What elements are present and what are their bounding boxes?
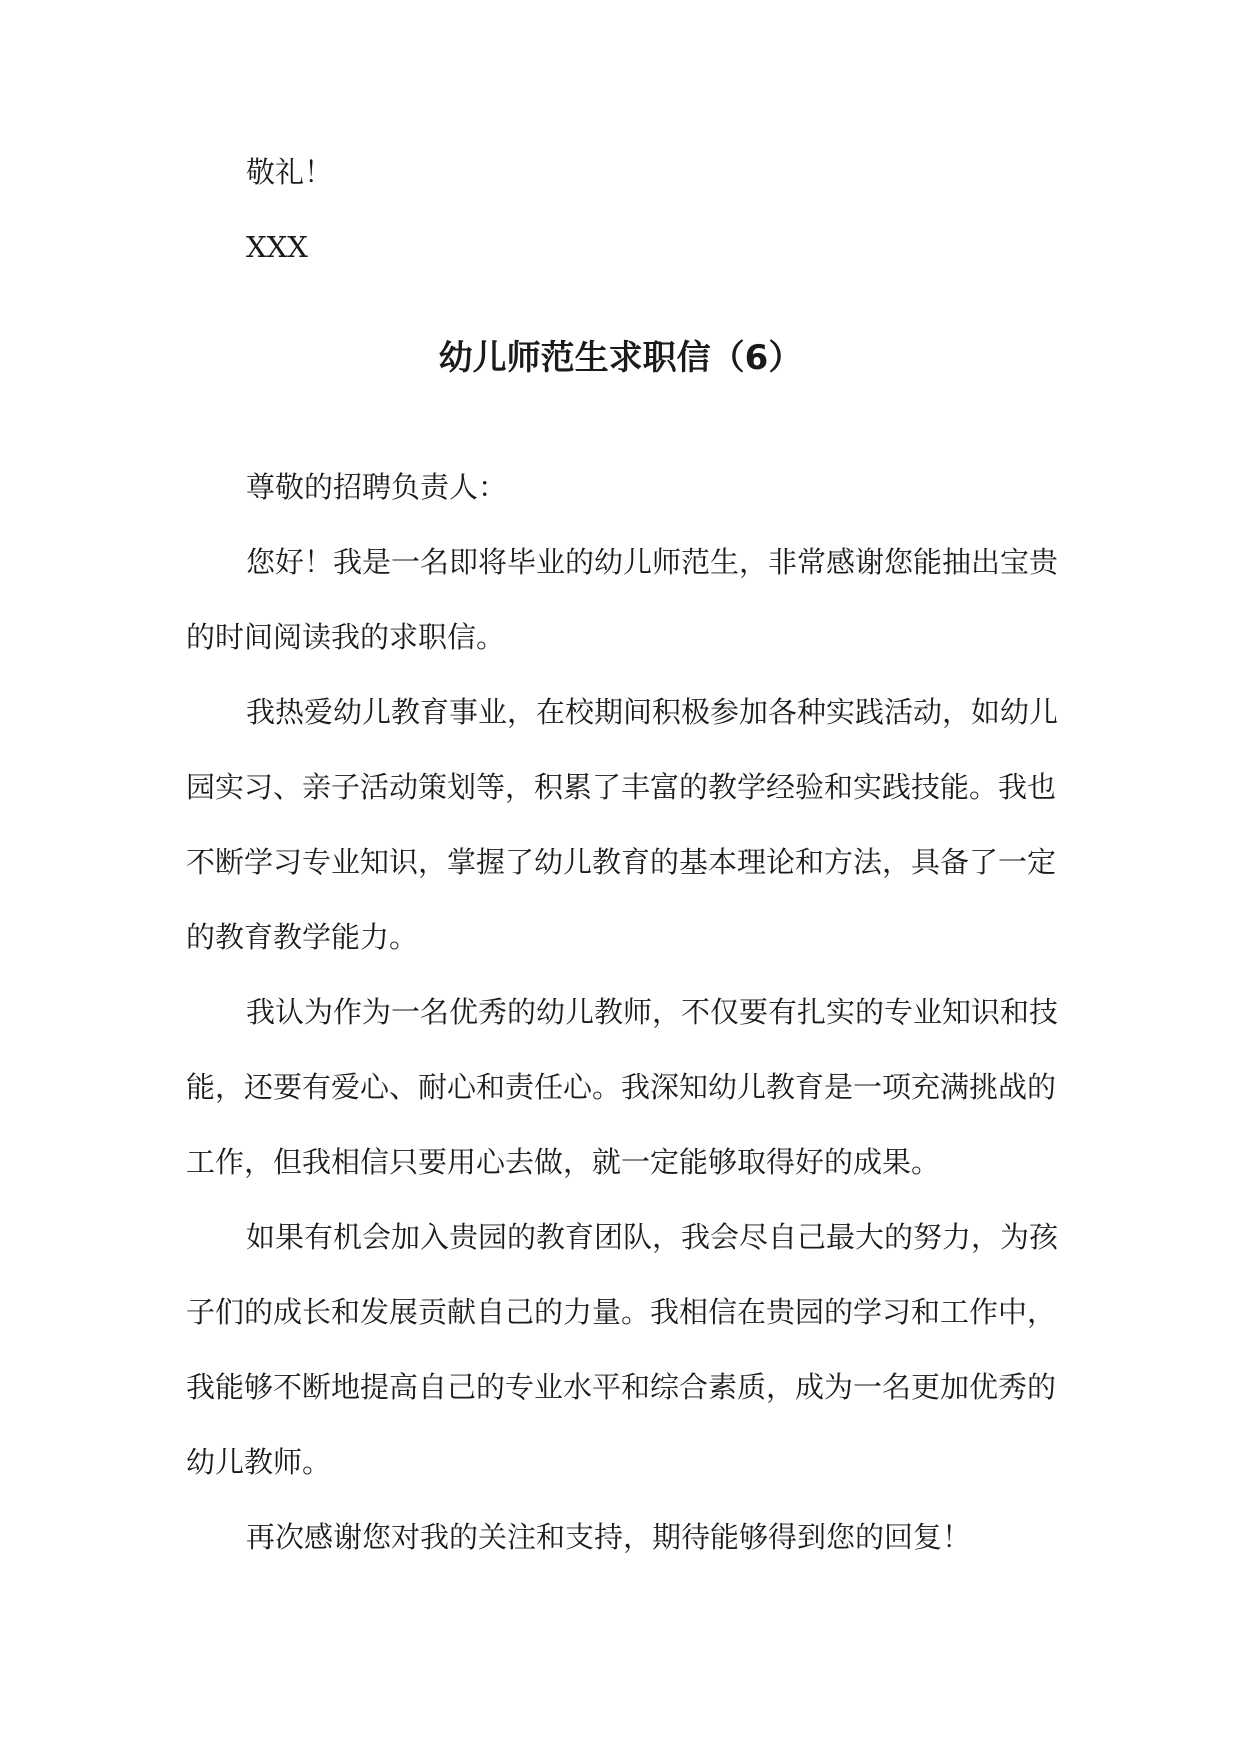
paragraph-line: 的时间阅读我的求职信。 — [186, 620, 506, 654]
closing-salute: 敬礼！ — [246, 155, 334, 189]
paragraph-line: 我认为作为一名优秀的幼儿教师，不仅要有扎实的专业知识和技 — [246, 995, 1059, 1029]
paragraph-line: 能，还要有爱心、耐心和责任心。我深知幼儿教育是一项充满挑战的 — [186, 1070, 1057, 1104]
closing-signature: XXX — [246, 230, 308, 264]
letter-greeting: 尊敬的招聘负责人： — [246, 470, 508, 504]
paragraph-line: 园实习、亲子活动策划等，积累了丰富的教学经验和实践技能。我也 — [186, 770, 1057, 804]
paragraph-line: 我能够不断地提高自己的专业水平和综合素质，成为一名更加优秀的 — [186, 1370, 1057, 1404]
paragraph-line: 您好！我是一名即将毕业的幼儿师范生，非常感谢您能抽出宝贵 — [246, 545, 1059, 579]
paragraph-line: 再次感谢您对我的关注和支持，期待能够得到您的回复！ — [246, 1520, 972, 1554]
paragraph-line: 不断学习专业知识，掌握了幼儿教育的基本理论和方法，具备了一定 — [186, 845, 1057, 879]
paragraph-line: 如果有机会加入贵园的教育团队，我会尽自己最大的努力，为孩 — [246, 1220, 1059, 1254]
paragraph-line: 我热爱幼儿教育事业，在校期间积极参加各种实践活动，如幼儿 — [246, 695, 1059, 729]
paragraph-line: 幼儿教师。 — [186, 1445, 332, 1479]
paragraph-line: 的教育教学能力。 — [186, 920, 419, 954]
letter-title: 幼儿师范生求职信（6） — [438, 338, 803, 378]
paragraph-line: 工作，但我相信只要用心去做，就一定能够取得好的成果。 — [186, 1145, 941, 1179]
paragraph-line: 子们的成长和发展贡献自己的力量。我相信在贵园的学习和工作中， — [186, 1295, 1057, 1329]
